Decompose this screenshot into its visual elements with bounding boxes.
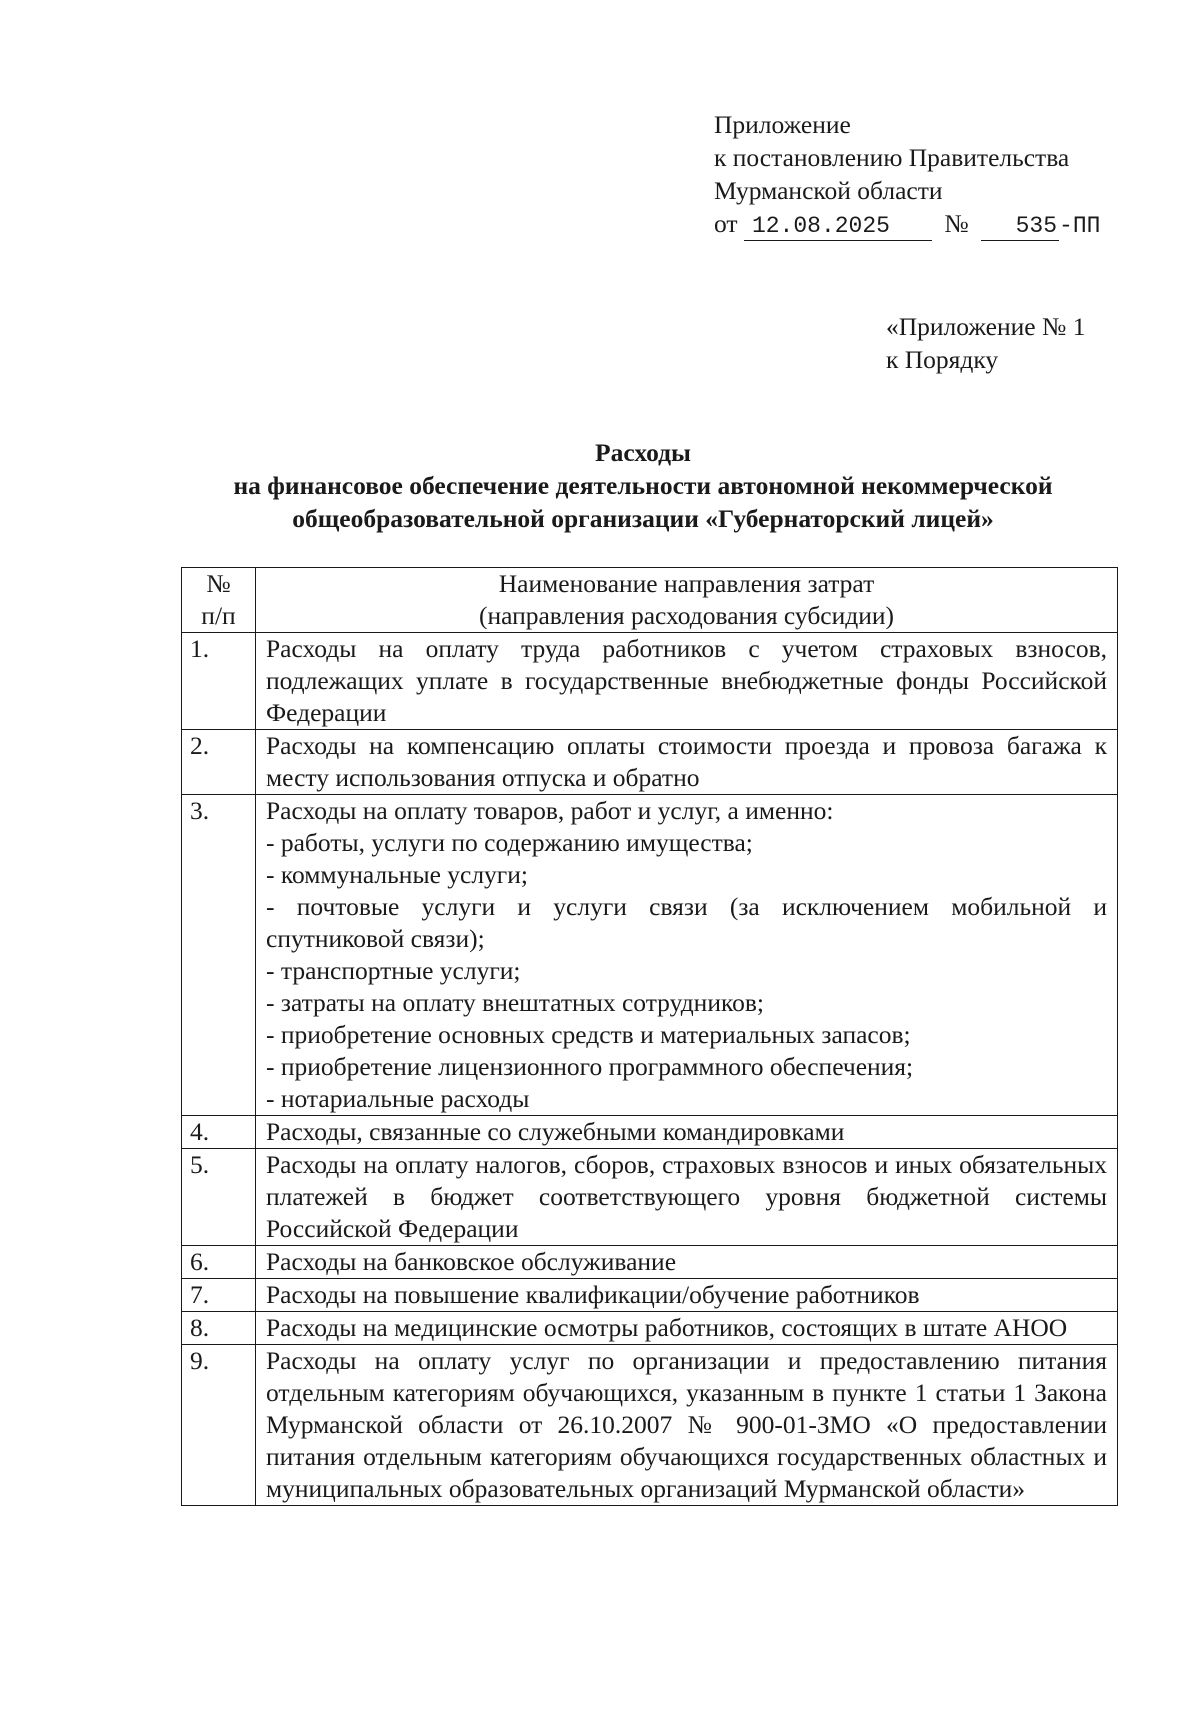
table-header-row xyxy=(182,568,1118,633)
number-sign: № xyxy=(944,209,969,238)
table-row xyxy=(182,1149,1118,1246)
row-text xyxy=(256,1149,1118,1246)
row-text-body: Расходы на повышение квалификации/обучение работников xyxy=(266,1280,920,1309)
row-text xyxy=(256,730,1118,795)
row-text-body: Расходы на оплату налогов, сборов, страховых взносов и иных обязательных платежей в бюджет соответствующего уровня бюджетной системы Российской Федерации xyxy=(266,1150,1107,1243)
row-num: 6. xyxy=(182,1246,256,1279)
row-sub-item: - приобретение основных средств и материальных запасов; xyxy=(266,1020,911,1049)
row-text xyxy=(256,633,1118,730)
row-text-body: Расходы на оплату труда работников с учетом страховых взносов, подлежащих уплате в государственные внебюджетные фонды Российской Федерации xyxy=(266,634,1107,727)
row-sub-item: - приобретение лицензионного программного обеспечения; xyxy=(266,1052,914,1081)
table-row xyxy=(182,1246,1118,1279)
procedure-ref: к Порядку xyxy=(886,345,999,374)
row-text xyxy=(256,1345,1118,1506)
header-num-line-2: п/п xyxy=(201,601,236,630)
row-text-body: Расходы на оплату услуг по организации и предоставлению питания отдельным категориям обучающихся, указанным в пункте 1 статьи 1 Закона Мурманской области от 26.10.2007 № 900-01-ЗМО «О предоставлении питания отдельным категориям обучающихся государственных областных и муниципальных образовательных организаций Мурманской области» xyxy=(266,1346,1107,1503)
row-text xyxy=(256,1246,1118,1279)
row-num: 8. xyxy=(182,1312,256,1345)
header-name-cell xyxy=(256,568,1118,633)
resolution-number-suffix: -ПП xyxy=(1059,213,1101,239)
row-text-body: Расходы на оплату товаров, работ и услуг, а именно: xyxy=(266,796,834,825)
row-text xyxy=(256,1279,1118,1312)
title-line-2: на финансовое обеспечение деятельности автономной некоммерческой xyxy=(233,471,1053,500)
row-num: 4. xyxy=(182,1116,256,1149)
header-num-cell xyxy=(182,568,256,633)
row-num: 7. xyxy=(182,1279,256,1312)
table-row xyxy=(182,1345,1118,1506)
date-prefix: от xyxy=(714,209,738,238)
row-text-body: Расходы на компенсацию оплаты стоимости проезда и провоза багажа к месту использования отпуска и обратно xyxy=(266,731,1107,792)
procedure-appendix-label: «Приложение № 1 xyxy=(886,312,1086,341)
table-row xyxy=(182,1116,1118,1149)
expenses-table xyxy=(181,567,1118,1506)
resolution-date: 12.08.2025 xyxy=(744,212,932,241)
appendix-label: Приложение xyxy=(714,110,851,139)
row-sub-item: - работы, услуги по содержанию имущества; xyxy=(266,828,753,857)
row-num: 9. xyxy=(182,1345,256,1506)
table-row xyxy=(182,795,1118,1116)
row-num: 5. xyxy=(182,1149,256,1246)
row-text-body: Расходы, связанные со служебными командировками xyxy=(266,1117,845,1146)
title-line-3: общеобразовательной организации «Губернаторский лицей» xyxy=(292,504,994,533)
header-name-line-1: Наименование направления затрат xyxy=(498,569,875,598)
row-text-body: Расходы на медицинские осмотры работников, состоящих в штате АНОО xyxy=(266,1313,1068,1342)
appendix-resolution-ref: к постановлению Правительства xyxy=(714,143,1070,172)
header-num-line-1: № xyxy=(206,569,231,598)
table-row xyxy=(182,633,1118,730)
appendix-date-line xyxy=(714,207,1100,243)
row-text xyxy=(256,795,1118,1116)
header-name-line-2: (направления расходования субсидии) xyxy=(478,601,895,630)
appendix-header xyxy=(714,108,1100,243)
table-row xyxy=(182,730,1118,795)
document-title xyxy=(150,436,1136,535)
row-sub-item: - затраты на оплату внештатных сотрудников; xyxy=(266,988,764,1017)
table-row xyxy=(182,1279,1118,1312)
table-row xyxy=(182,1312,1118,1345)
row-text-body: Расходы на банковское обслуживание xyxy=(266,1247,677,1276)
row-text xyxy=(256,1312,1118,1345)
resolution-number: 535 xyxy=(981,212,1059,241)
title-line-1: Расходы xyxy=(595,438,691,467)
row-text xyxy=(256,1116,1118,1149)
procedure-appendix-header xyxy=(886,310,1085,376)
row-sub-item: - почтовые услуги и услуги связи (за исключением мобильной и спутниковой связи); xyxy=(266,892,1107,953)
appendix-region: Мурманской области xyxy=(714,176,943,205)
row-sub-item: - нотариальные расходы xyxy=(266,1084,530,1113)
row-num: 1. xyxy=(182,633,256,730)
row-sub-item: - транспортные услуги; xyxy=(266,956,521,985)
row-num: 3. xyxy=(182,795,256,1116)
row-sub-item: - коммунальные услуги; xyxy=(266,860,528,889)
row-num: 2. xyxy=(182,730,256,795)
